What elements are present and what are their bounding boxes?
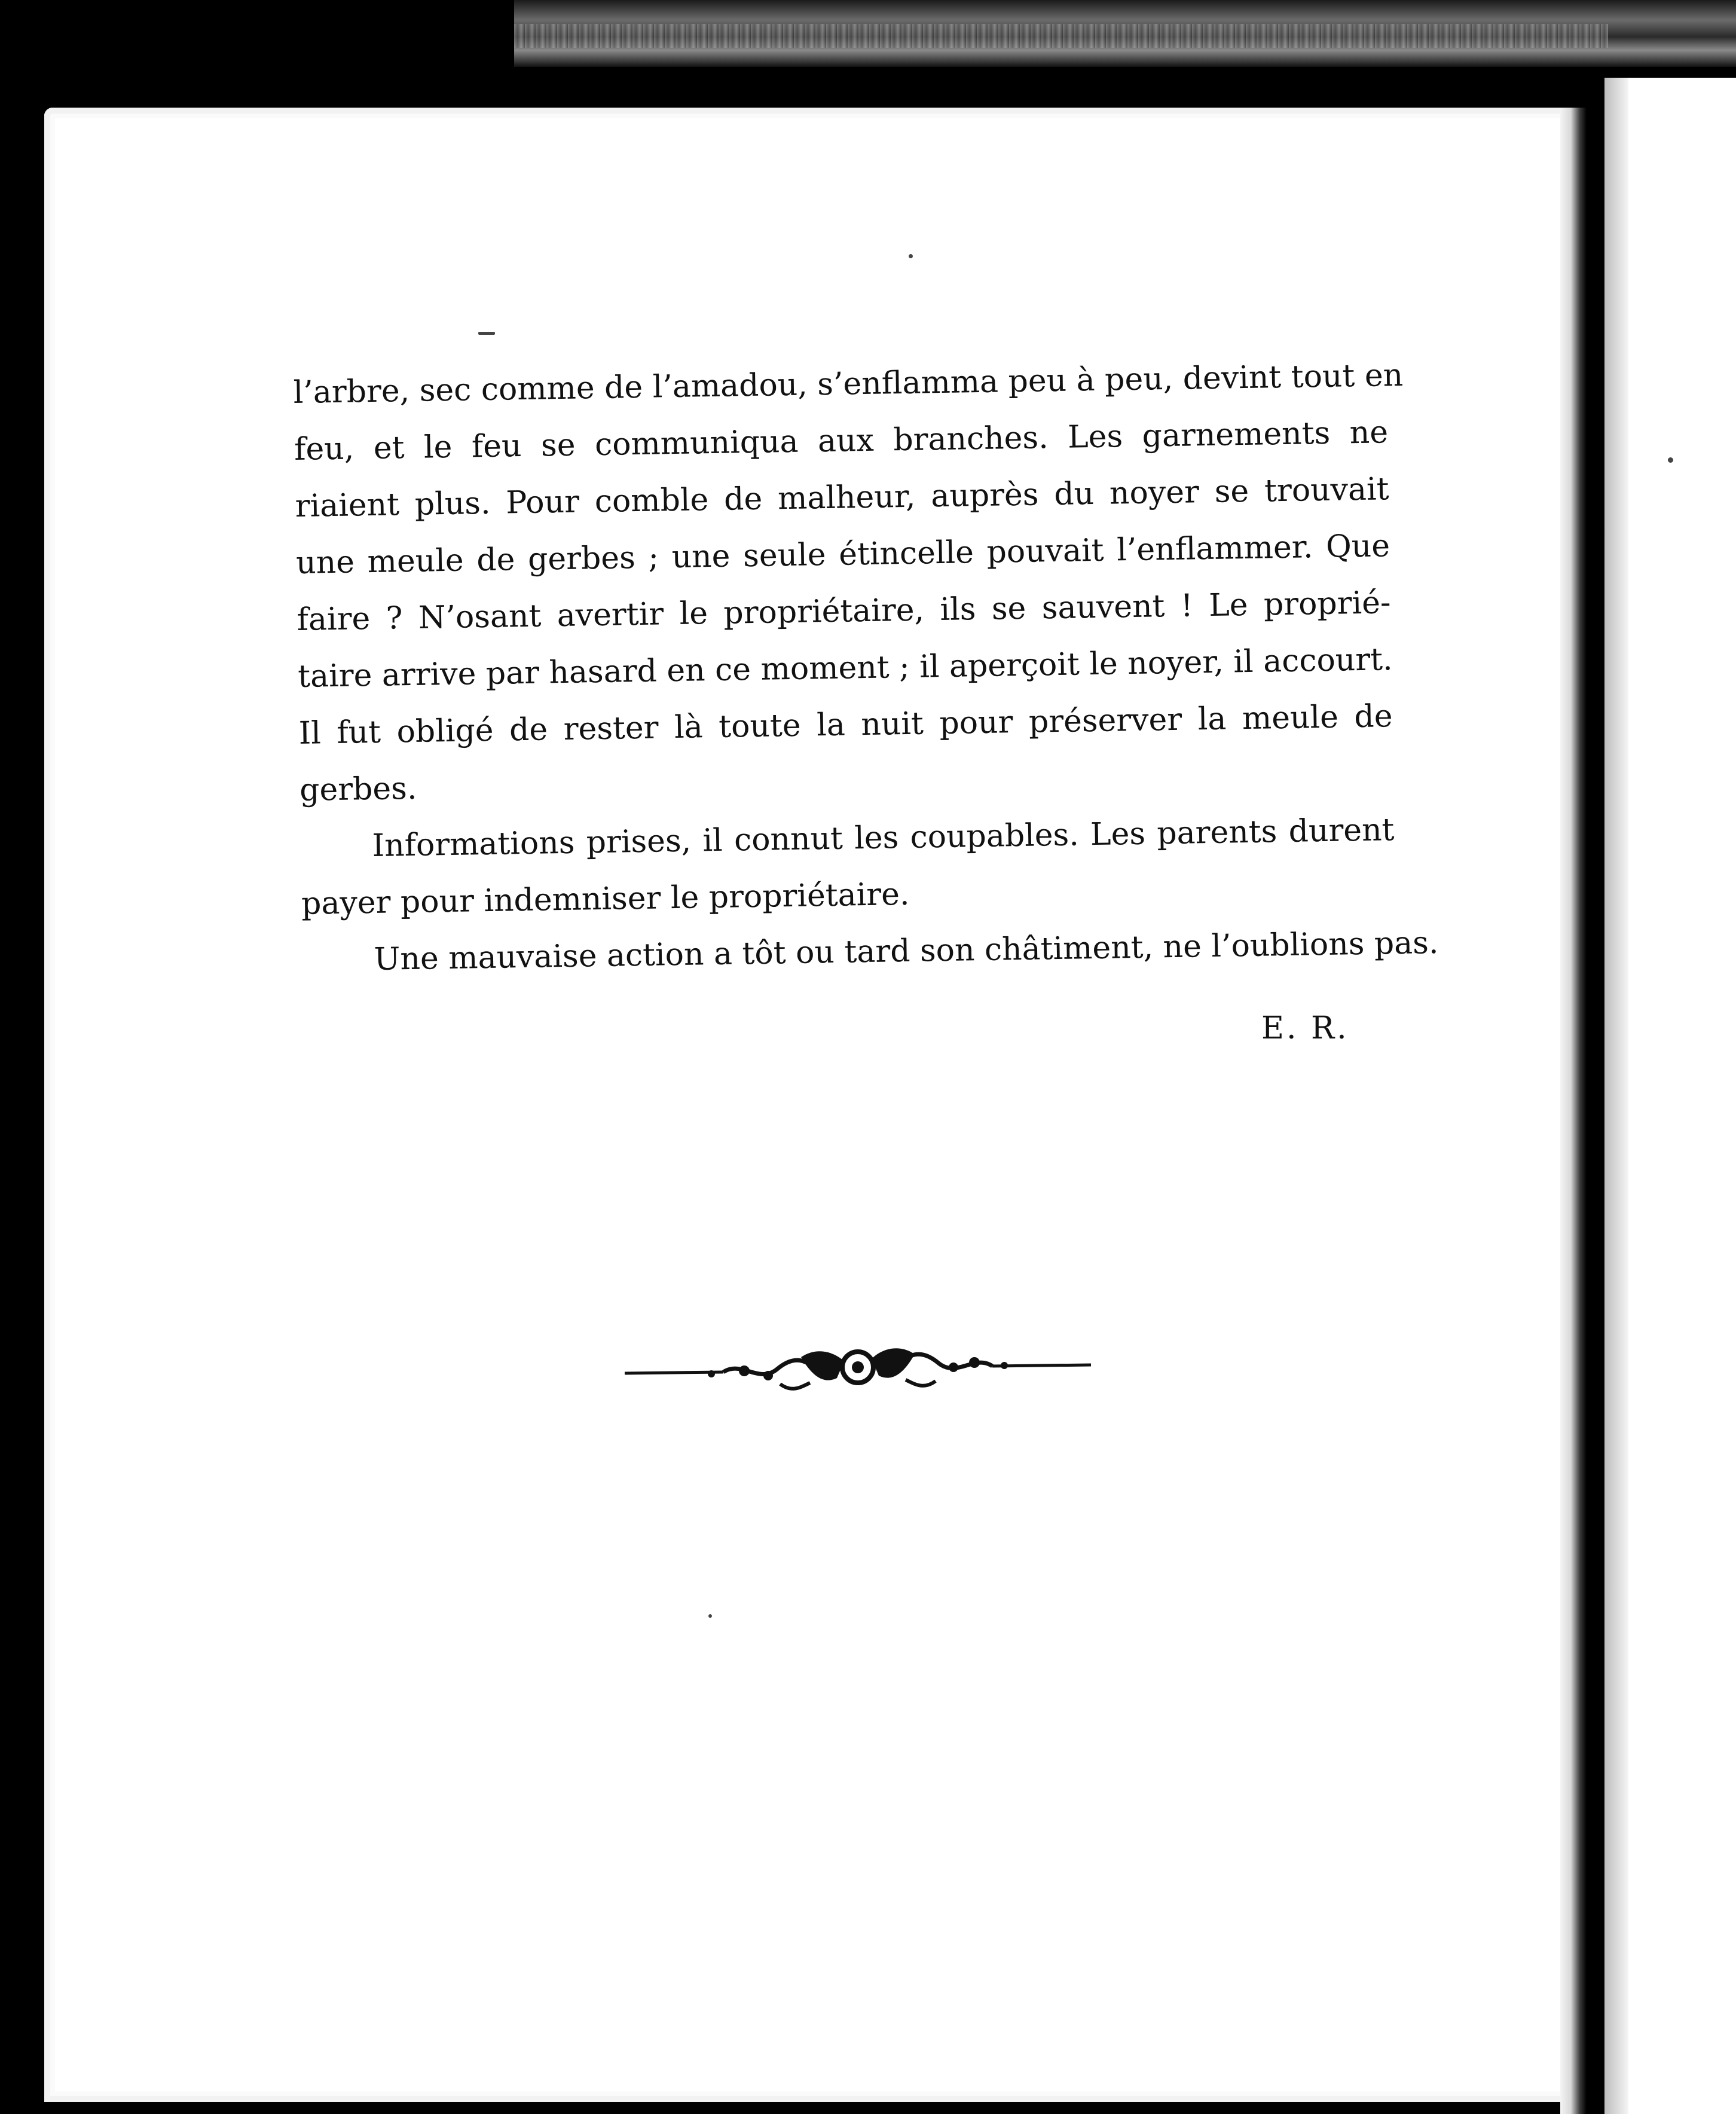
text-line: l’arbre, sec comme de l’amadou, s’enflamma peu à peu, devint tout en — [293, 357, 1404, 411]
text-line: Une mauvaise action a tôt ou tard son châtiment, ne l’oublions pas. — [374, 925, 1439, 977]
book-gutter — [1587, 90, 1604, 2114]
paragraph-2 — [300, 802, 1396, 933]
text-line: une meule de gerbes ; une seule étincelle pouvait l’enflammer. Que — [295, 528, 1390, 581]
text-line: taire arrive par hasard en ce moment ; il aperçoit le noyer, il accourt. — [297, 641, 1393, 695]
facing-page-shadow — [1604, 78, 1628, 2114]
page-spine-edge — [1560, 108, 1587, 2114]
text-line: feu, et le feu se communiqua aux branches. Les garnements ne — [294, 414, 1389, 468]
text-line: riaient plus. Pour comble de malheur, auprès du noyer se trouvait — [295, 471, 1389, 524]
author-signature: E. R. — [1261, 1010, 1349, 1046]
paragraph-1 — [293, 347, 1404, 819]
text-line: Il fut obligé de rester là toute la nuit pour préserver la meule de — [298, 698, 1393, 751]
text-line: gerbes. — [299, 770, 417, 808]
body-text — [293, 347, 1439, 989]
text-line: payer pour indemniser le propriétaire. — [301, 876, 910, 922]
text-line: Informations prises, il connut les coupables. Les parents durent — [372, 812, 1395, 864]
paper-speck — [1668, 457, 1673, 463]
paper-speck — [478, 332, 495, 335]
paper-speck — [909, 254, 913, 258]
decorative-ornament-icon — [622, 1336, 1094, 1402]
text-line: faire ? N’osant avertir le propriétaire, ils se sauvent ! Le proprié- — [297, 585, 1391, 638]
scan-top-strip-texture — [514, 24, 1608, 48]
paper-speck — [708, 1614, 712, 1618]
